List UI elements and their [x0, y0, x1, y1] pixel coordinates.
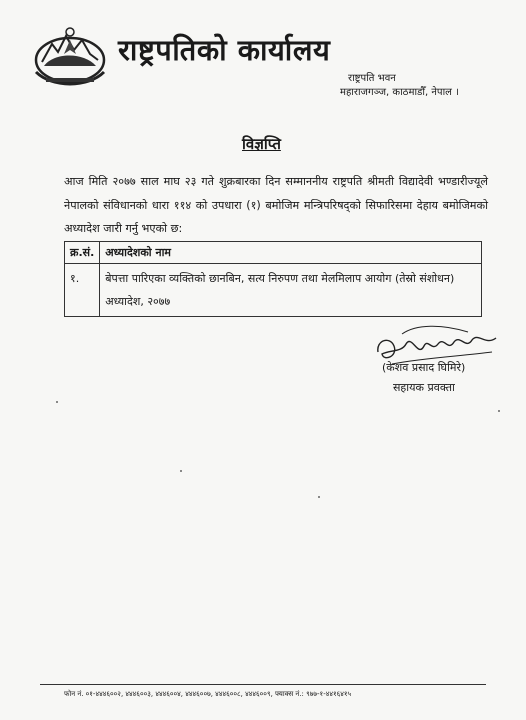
column-header-sn: क्र.सं.	[65, 242, 100, 264]
scan-speck	[180, 470, 182, 472]
row-serial-number: १.	[65, 264, 100, 317]
scan-speck	[56, 401, 58, 403]
table-header-row	[65, 242, 482, 264]
column-header-name: अध्यादेशको नाम	[100, 242, 482, 264]
notice-body: आज मिति २०७७ साल माघ २३ गते शुक्रबारका दिन सम्माननीय राष्ट्रपति श्रीमती विद्यादेवी भण्डारीज्यूले नेपालको संविधानको धारा ११४ को उपधारा (१) बमोजिम मन्त्रिपरिषद्को सिफारिसमा देहाय बमोजिमको अध्यादेश जारी गर्नु भएको छ:	[64, 175, 488, 235]
footer-contact: फोन नं. ०१-४४४६००२, ४४४६००३, ४४४६००४, ४४४६००७, ४४४६००८, ४४४६००९, फ्याक्स नं.: ९७७-१-४४१६४१५	[64, 690, 352, 698]
signatory-name: (केशव प्रसाद घिमिरे)	[382, 361, 466, 374]
nepal-emblem-logo	[28, 22, 112, 94]
office-name: राष्ट्रपतिको कार्यालय	[118, 33, 331, 67]
address-line-1: राष्ट्रपति भवन	[348, 73, 396, 84]
address-line-2: महाराजगञ्ज, काठमाडौँ, नेपाल ।	[340, 87, 459, 98]
scan-speck	[318, 496, 320, 498]
ordinance-table	[64, 241, 482, 317]
row-ordinance-name: बेपत्ता पारिएका व्यक्तिको छानबिन, सत्य निरुपण तथा मेलमिलाप आयोग (तेस्रो संशोधन) अध्यादेश, २०७७	[100, 264, 482, 317]
notice-heading: विज्ञप्ति	[242, 135, 281, 153]
scan-speck	[498, 410, 500, 412]
table-row	[65, 264, 482, 317]
footer-divider	[40, 684, 486, 685]
signatory-title: सहायक प्रवक्ता	[393, 381, 455, 394]
